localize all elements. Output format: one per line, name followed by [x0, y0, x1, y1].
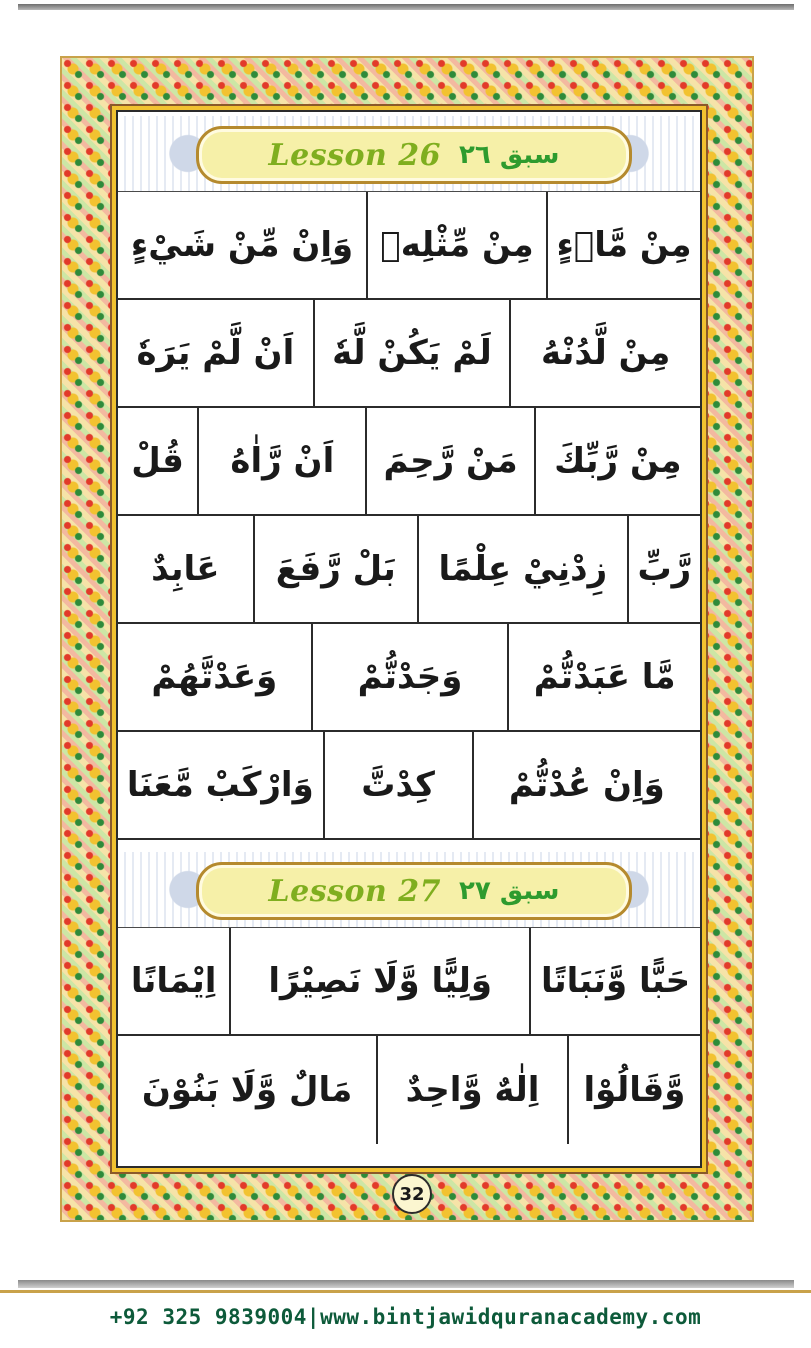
word-cell: مِنْ مِّثْلِهٖ: [366, 192, 546, 298]
word-cell: اَنْ لَّمْ يَرَهٗ: [136, 333, 295, 373]
word-cell: مِنْ مَّاۤءٍ: [546, 192, 700, 298]
lesson-26-row-3: [118, 408, 700, 516]
word-cell: حَبًّا وَّنَبَاتًا: [529, 928, 700, 1034]
lesson-26-row-1: [118, 192, 700, 300]
word-cell: قُلْ: [131, 441, 184, 481]
lesson-26-row-4: [118, 516, 700, 624]
word-cell: مَالٌ وَّلَا بَنُوْنَ: [141, 1070, 353, 1110]
lesson-26-header: [118, 116, 700, 192]
lesson-27-header: [118, 852, 700, 928]
bottom-scan-edge: [18, 1280, 794, 1288]
top-scan-edge: [18, 4, 794, 10]
word-cell: وَاِنْ مِّنْ شَيْءٍ: [130, 225, 354, 265]
footer-separator: |: [306, 1305, 321, 1329]
page-number-badge: 32: [392, 1174, 432, 1214]
lesson-27-title-cartouche: [196, 862, 632, 920]
lesson-27-row-2: [118, 1036, 700, 1144]
word-cell: وَجَدْتُّمْ: [311, 624, 508, 730]
word-cell: وَعَدْتَّهُمْ: [151, 657, 278, 697]
word-cell: بَلْ رَّفَعَ: [253, 516, 417, 622]
word-cell: زِدْنِيْ عِلْمًا: [417, 516, 627, 622]
word-cell: وَاِنْ عُدْتُّمْ: [472, 732, 700, 838]
word-cell: مَّا عَبَدْتُّمْ: [507, 624, 700, 730]
ornamental-border-page: [60, 56, 754, 1222]
word-cell: اَنْ رَّاٰهُ: [197, 408, 365, 514]
word-cell: مَنْ رَّحِمَ: [365, 408, 533, 514]
lesson-26-title-cartouche: [196, 126, 632, 184]
word-cell: مِنْ لَّدُنْهُ: [509, 300, 700, 406]
footer-divider: [0, 1290, 811, 1293]
word-cell: عَابِدٌ: [151, 549, 220, 589]
word-cell: وَارْكَبْ مَّعَنَا: [126, 765, 314, 805]
word-cell: لَمْ يَكُنْ لَّهٗ: [313, 300, 510, 406]
word-cell: مِنْ رَّبِّكَ: [534, 408, 700, 514]
footer-phone: +92 325 9839004: [109, 1305, 307, 1329]
lesson-27-title-english: Lesson 27: [268, 873, 442, 909]
lesson-26-row-5: [118, 624, 700, 732]
word-cell: وَلِيًّا وَّلَا نَصِيْرًا: [229, 928, 529, 1034]
lesson-26-title-arabic: سبق ٢٦: [459, 140, 560, 170]
contact-footer: [0, 1300, 811, 1334]
lesson-27-title-arabic: سبق ٢٧: [459, 876, 560, 906]
footer-website-link[interactable]: www.bintjawidquranacademy.com: [320, 1305, 702, 1329]
lesson-26-row-6: [118, 732, 700, 840]
word-cell: اِلٰهٌ وَّاحِدٌ: [376, 1036, 567, 1144]
lesson-26-row-2: [118, 300, 700, 408]
word-cell: كِدْتَّ: [323, 732, 472, 838]
word-cell: اِيْمَانًا: [130, 961, 217, 1001]
word-cell: وَّقَالُوْا: [567, 1036, 700, 1144]
lesson-27-row-1: [118, 928, 700, 1036]
lesson-26-title-english: Lesson 26: [268, 137, 442, 173]
word-cell: رَّبِّ: [627, 516, 700, 622]
